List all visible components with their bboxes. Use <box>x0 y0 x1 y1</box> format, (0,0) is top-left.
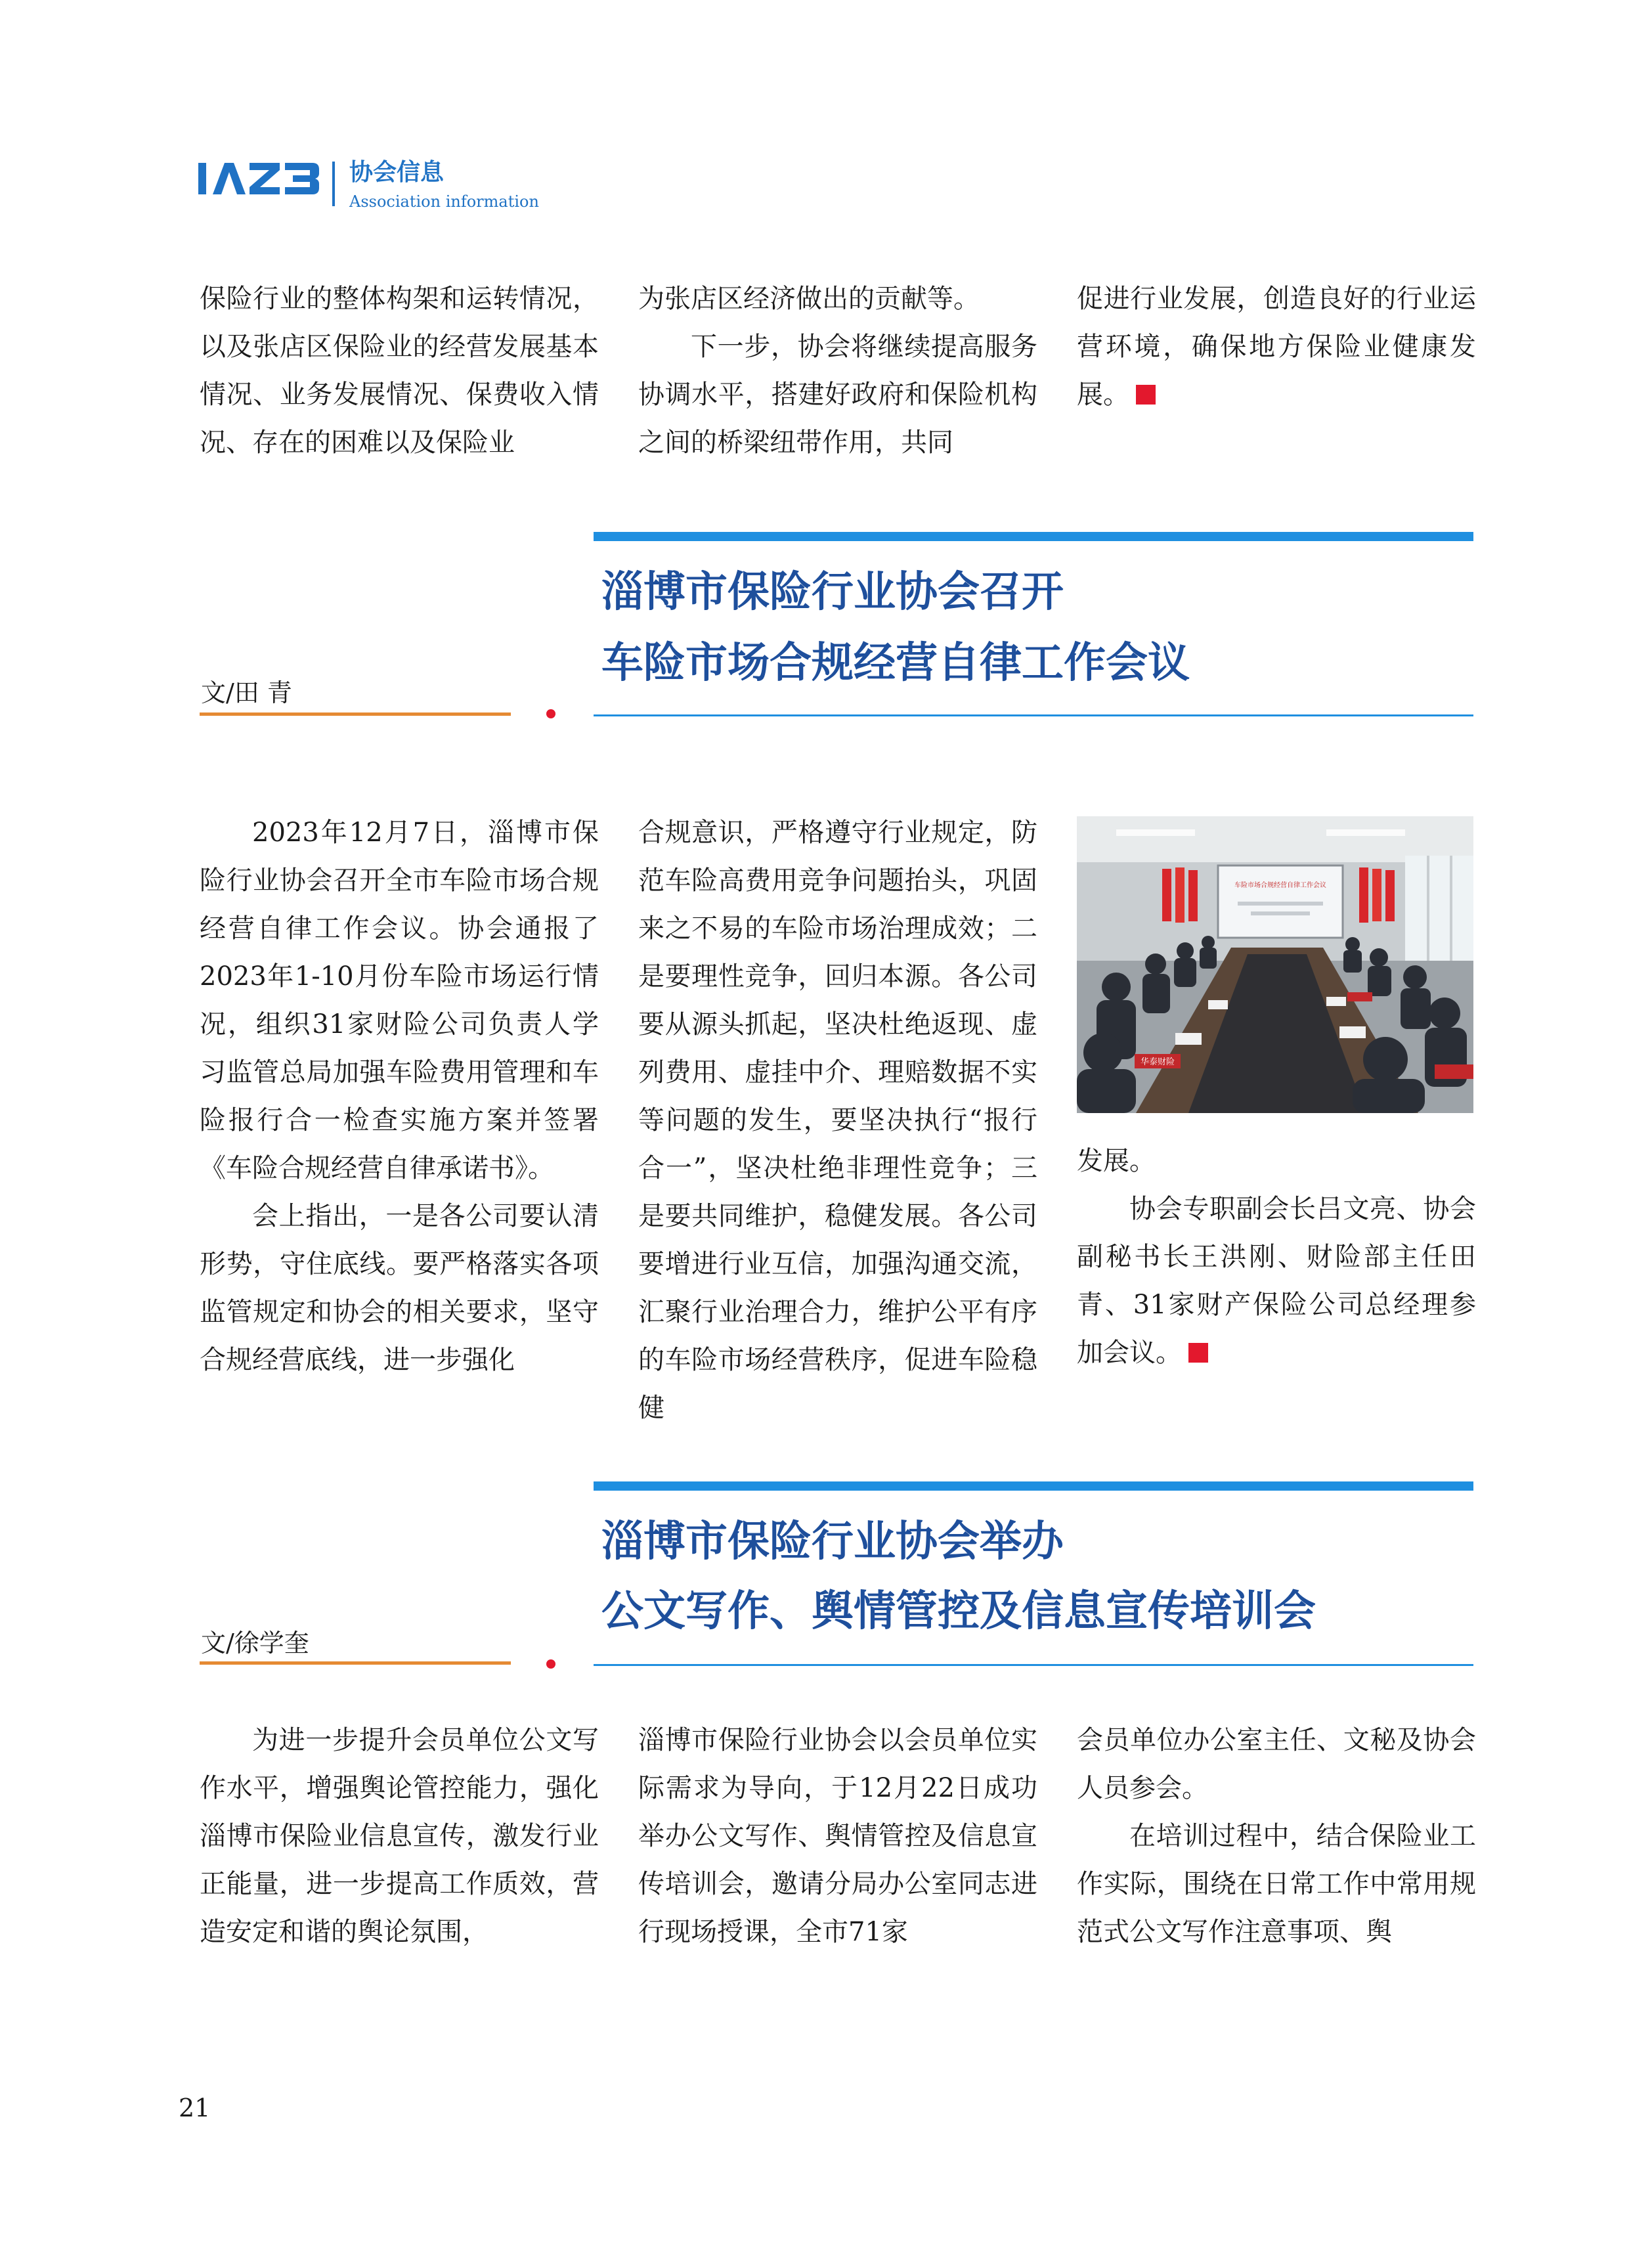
section-subtitle: Association information <box>349 192 539 211</box>
intro-col3-paragraph <box>1077 275 1476 419</box>
intro-col2-p2: 下一步，协会将继续提高服务协调水平，搭建好政府和保险机构之间的桥梁纽带作用，共同 <box>638 332 1037 458</box>
article2-column-3 <box>1077 1717 1476 1956</box>
article1-red-dot <box>546 709 555 718</box>
article1-author-underline <box>200 712 511 716</box>
article2-author: 文/徐学奎 <box>201 1629 309 1657</box>
article2-col1-text: 为进一步提升会员单位公文写作水平，增强舆论管控能力，强化淄博市保险业信息宣传，激发行业正能量，进一步提高工作质效，营造安定和谐的舆论氛围， <box>200 1725 599 1947</box>
intro-column-3 <box>1077 275 1476 419</box>
header-separator <box>332 162 335 206</box>
intro-col3-text: 促进行业发展，创造良好的行业运营环境，确保地方保险业健康发展。 <box>1077 284 1476 410</box>
photo-nameplate: 华泰财险 <box>1140 1057 1175 1067</box>
article2-red-dot <box>546 1659 555 1669</box>
article1-column-1 <box>200 809 599 1384</box>
photo-screen-text: 车险市场合规经营自律工作会议 <box>1234 882 1326 889</box>
section-title: 协会信息 <box>349 158 445 186</box>
end-mark-icon <box>1136 385 1156 405</box>
article2-col2-text: 淄博市保险行业协会以会员单位实际需求为导向，于12月22日成功举办公文写作、舆情管控及信息宣传培训会，邀请分局办公室同志进行现场授课，全市71家 <box>638 1725 1037 1947</box>
intro-col2-p1: 为张店区经济做出的贡献等。 <box>638 284 980 314</box>
article2-bottom-rule <box>594 1664 1473 1666</box>
iazb-logo <box>197 158 322 200</box>
article1-col2-text: 合规意识，严格遵守行业规定，防范车险高费用竞争问题抬头，巩固来之不易的车险市场治理成效；二是要理性竞争，回归本源。各公司要从源头抓起，坚决杜绝返现、虚列费用、虚挂中介、理赔数据不实等问题的发生，要坚决执行“报行合一”，坚决杜绝非理性竞争；三是要共同维护，稳健发展。各公司要增进行业互信，加强沟通交流，汇聚行业治理合力，维护公平有序的车险市场经营秩序，促进车险稳健 <box>638 818 1037 1423</box>
article1-title-line2: 车险市场合规经营自律工作会议 <box>601 638 1190 688</box>
article1-top-bar <box>594 532 1473 541</box>
article2-column-2 <box>638 1717 1037 1956</box>
meeting-photo <box>1077 816 1473 1113</box>
page-number: 21 <box>179 2093 211 2122</box>
article1-col3-p1: 发展。 <box>1077 1146 1156 1176</box>
article1-author: 文/田 青 <box>201 678 292 707</box>
intro-column-1 <box>200 275 599 467</box>
article1-col1-p2: 会上指出，一是各公司要认清形势，守住底线。要严格落实各项监管规定和协会的相关要求，坚守合规经营底线，进一步强化 <box>200 1201 599 1375</box>
article1-column-3 <box>1077 1137 1476 1377</box>
article1-col1-p1: 2023年12月7日，淄博市保险行业协会召开全市车险市场合规经营自律工作会议。协会通报了2023年1-10月份车险市场运行情况，组织31家财险公司负责人学习监管总局加强车险费用管理和车险报行合一检查实施方案并签署《车险合规经营自律承诺书》。 <box>200 818 599 1183</box>
article2-title-line2: 公文写作、舆情管控及信息宣传培训会 <box>601 1587 1316 1636</box>
article2-column-1 <box>200 1717 599 1956</box>
article1-bottom-rule <box>594 714 1473 716</box>
meeting-photo-image <box>1077 816 1473 1113</box>
article1-col3-p2: 协会专职副会长吕文亮、协会副秘书长王洪刚、财险部主任田青、31家财产保险公司总经理参加会议。 <box>1077 1194 1476 1368</box>
article2-col3-p2: 在培训过程中，结合保险业工作实际，围绕在日常工作中常用规范式公文写作注意事项、舆 <box>1077 1821 1476 1947</box>
intro-column-2 <box>638 275 1037 467</box>
intro-col1-text: 保险行业的整体构架和运转情况，以及张店区保险业的经营发展基本情况、业务发展情况、保费收入情况、存在的困难以及保险业 <box>200 284 599 458</box>
end-mark-icon <box>1188 1343 1208 1363</box>
article1-col3-paragraph <box>1077 1185 1476 1377</box>
iazb-logo-mark <box>197 158 322 200</box>
article2-author-underline <box>200 1661 511 1665</box>
article2-col3-p1: 会员单位办公室主任、文秘及协会人员参会。 <box>1077 1725 1476 1803</box>
article1-title-line1: 淄博市保险行业协会召开 <box>601 567 1064 617</box>
article2-title-line1: 淄博市保险行业协会举办 <box>601 1517 1064 1566</box>
article1-column-2 <box>638 809 1037 1432</box>
article2-top-bar <box>594 1481 1473 1491</box>
